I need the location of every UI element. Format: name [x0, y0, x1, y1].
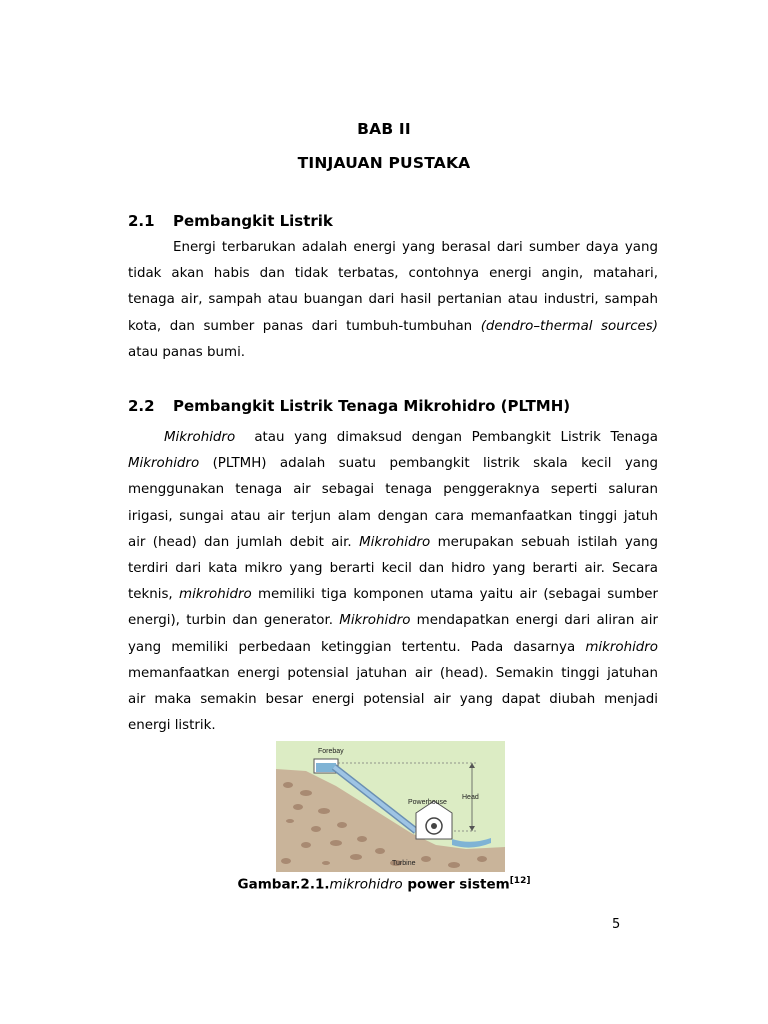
chapter-title: TINJAUAN PUSTAKA	[297, 154, 471, 172]
paragraph-line: memanfaatkan energi potensial jatuhan air (head). Semakin tinggi jatuhan	[128, 665, 658, 681]
turbine-label: Turbine	[392, 860, 416, 867]
text-run: (PLTMH) adalah suatu pembangkit listrik skala kecil yang	[212, 456, 658, 472]
italic-term: Mikrohidro	[164, 430, 236, 445]
italic-term: mikrohidro	[585, 639, 658, 655]
text-run: mendapatkan energi dari aliran air	[416, 613, 658, 629]
chapter-label: BAB II	[357, 120, 411, 138]
paragraph-line	[128, 314, 658, 340]
forebay-label: Forebay	[318, 748, 344, 755]
text-run: atau yang dimaksud dengan Pembangkit Listrik Tenaga	[254, 430, 658, 445]
text-run: yang memiliki perbedaan ketinggian tertentu. Pada dasarnya	[128, 639, 576, 655]
caption-prefix: Gambar.2.1.	[237, 876, 330, 893]
page-number: 5	[612, 917, 621, 932]
paragraph-line	[128, 530, 658, 556]
paragraph-line: Energi terbarukan adalah energi yang berasal dari sumber daya yang	[173, 240, 658, 255]
paragraph-line	[128, 582, 658, 608]
head-label: Head	[462, 794, 479, 801]
paragraph-line: tenaga air, sampah atau buangan dari hasil pertanian atau industri, sampah	[128, 292, 658, 308]
text-run: memiliki tiga komponen utama yaitu air (sebagai sumber	[258, 587, 658, 603]
italic-term: Mikrohidro	[339, 613, 411, 629]
microhydro-diagram	[276, 741, 505, 872]
paragraph-line: irigasi, sungai atau air terjun alam dengan cara memanfaatkan tinggi jatuh	[128, 508, 658, 524]
paragraph-line: energi listrik.	[128, 718, 216, 734]
text-run: merupakan sebuah istilah yang	[437, 534, 658, 550]
paragraph-line: atau panas bumi.	[128, 344, 246, 360]
caption-italic: mikrohidro	[329, 876, 403, 893]
paragraph-line	[128, 451, 658, 477]
italic-term: Mikrohidro	[359, 534, 431, 550]
section-2-1-paragraph	[128, 235, 658, 366]
text-run: teknis,	[128, 587, 173, 603]
powerhouse-label: Powerhouse	[408, 799, 447, 806]
section-2-2-paragraph	[128, 425, 658, 739]
paragraph-line	[128, 608, 658, 634]
caption-reference: [12]	[509, 876, 531, 886]
paragraph-line	[128, 425, 658, 451]
text-run: air (head) dan jumlah debit air.	[128, 534, 352, 550]
section-2-1-number: 2.1	[128, 212, 155, 230]
figure-caption	[0, 876, 768, 893]
italic-term: mikrohidro	[179, 587, 252, 603]
italic-term: Mikrohidro	[128, 456, 200, 472]
section-2-1-title: Pembangkit Listrik	[173, 212, 333, 230]
paragraph-line: menggunakan tenaga air sebagai tenaga penggeraknya seperti saluran	[128, 482, 658, 498]
paragraph-line	[128, 635, 658, 661]
paragraph-line: terdiri dari kata mikro yang berarti kecil dan hidro yang berarti air. Secara	[128, 560, 658, 576]
paragraph-line: tidak akan habis dan tidak terbatas, contohnya energi angin, matahari,	[128, 266, 658, 282]
section-2-2-title: Pembangkit Listrik Tenaga Mikrohidro (PLTMH)	[173, 397, 571, 415]
text-run: kota, dan sumber panas dari tumbuh-tumbuhan	[128, 318, 473, 334]
caption-suffix: power sistem	[402, 876, 510, 893]
paragraph-line: air maka semakin besar energi potensial air yang dapat diubah menjadi	[128, 691, 658, 707]
section-2-2-number: 2.2	[128, 397, 155, 415]
text-run: energi), turbin dan generator.	[128, 613, 333, 629]
italic-term: (dendro–thermal sources)	[480, 318, 658, 334]
